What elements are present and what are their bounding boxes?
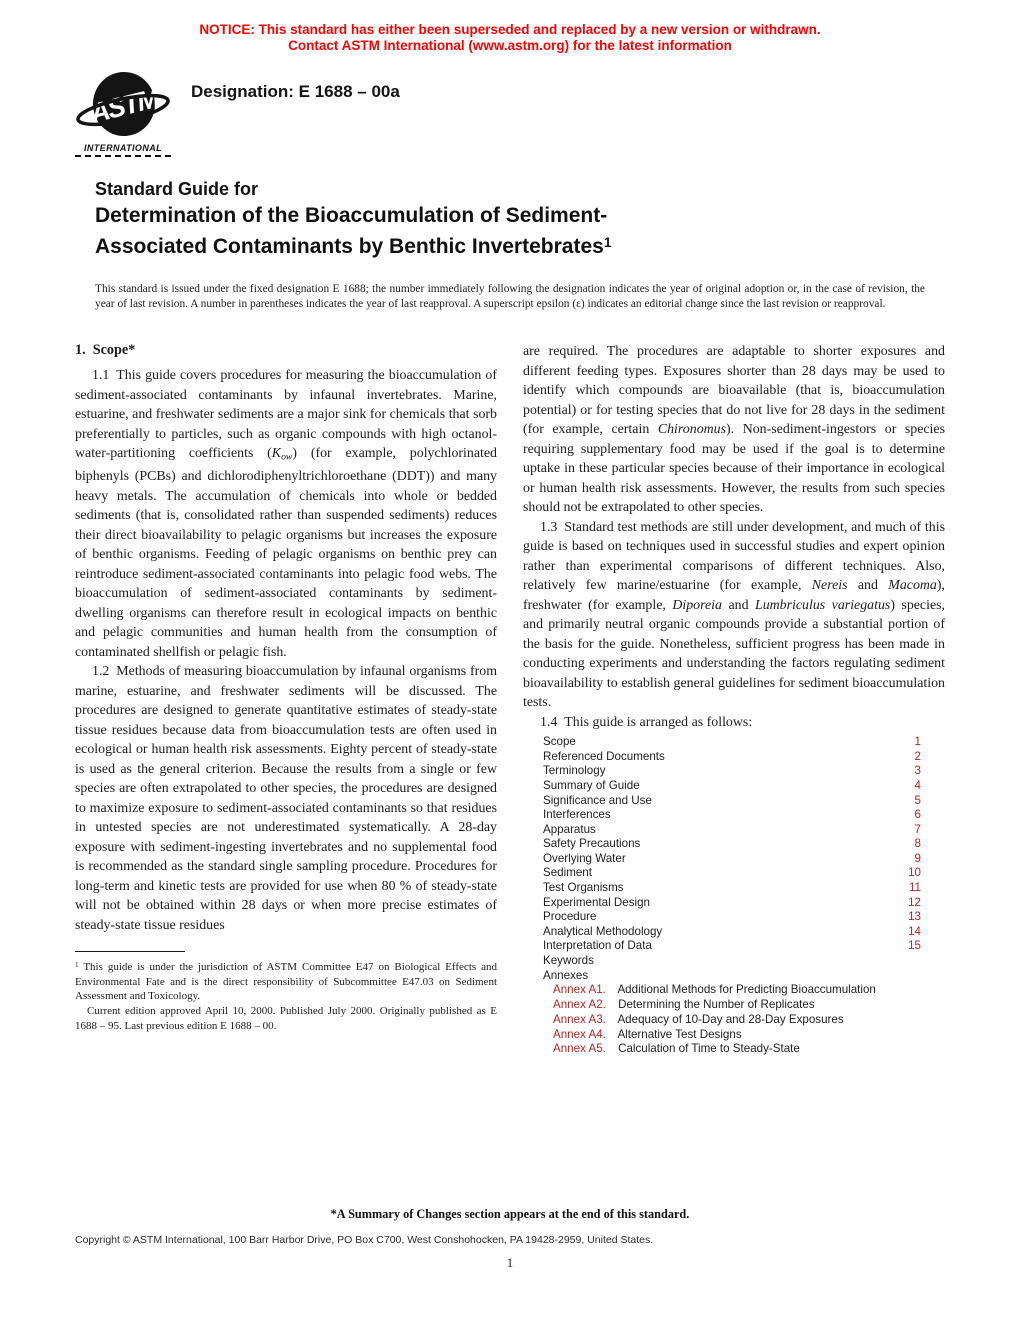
footnote-edition: Current edition approved April 10, 2000. Published July 2000. Originally published as E 1688 – 95. Last previous edition E 1688 – 00. <box>75 1005 497 1032</box>
toc-page-number: 14 <box>908 924 921 938</box>
toc-page-number: 4 <box>914 778 921 792</box>
astm-logo <box>75 70 175 157</box>
annex-row <box>553 1028 945 1043</box>
toc-page-number: 8 <box>914 837 921 851</box>
toc-page-number: 2 <box>914 749 921 763</box>
title-block <box>95 177 925 260</box>
toc-row <box>543 808 921 823</box>
toc-section-label: Overlying Water <box>543 851 626 865</box>
annex-row <box>553 1013 945 1028</box>
toc-section-label: Experimental Design <box>543 895 650 909</box>
left-column <box>75 342 497 1057</box>
toc-page-number: 9 <box>914 851 921 865</box>
toc-page-number: 3 <box>914 764 921 778</box>
section-heading-scope: 1. Scope* <box>75 342 136 359</box>
toc-row <box>543 954 921 969</box>
paragraph-1-3: 1.3 Standard test methods are still under development, and much of this guide is based on techniques used in successful studies and expert opinion rather than experimental comparisons of different techniques. Also, relatively few marine/estuarine (for example, Nereis and Macoma), freshwater (for example, Diporeia and Lumbriculus variegatus) species, and primarily neutral organic compounds provide a substantial portion of the basis for the guide. Nonetheless, sufficient progress has been made in conducting experiments and understanding the factors regulating sediment bioavailability to establish general guidelines for sediment bioaccumulation tests. <box>523 519 945 711</box>
toc-row <box>543 939 921 954</box>
footnote-rule <box>75 951 185 952</box>
toc-row <box>543 969 921 984</box>
annex-label: Annex A3. <box>553 1012 606 1026</box>
toc-page-number: 10 <box>908 866 921 880</box>
toc-page-number: 7 <box>914 822 921 836</box>
title-line-1: Determination of the Bioaccumulation of Sediment- <box>95 204 608 227</box>
annex-title: Calculation of Time to Steady-State <box>618 1042 800 1056</box>
astm-logo-subtitle: INTERNATIONAL <box>75 143 171 157</box>
toc-section-label: Procedure <box>543 910 597 924</box>
toc-row <box>543 779 921 794</box>
title-line-2 <box>95 229 925 260</box>
paragraph-1-2-continued: are required. The procedures are adaptable to shorter exposures and different feeding types. Exposures shorter than 28 days may be used to identify which compounds are bioavailable (that is, bioaccumulation potential) or for testing species that do not live for 28 days in the sediment (for example, certain Chironomus). Non-sediment-ingestors or species requiring supplementary food may be used if the goal is to determine uptake in these particular species because of their importance in ecological or human health risk assessments. However, the results from such species should not be extrapolated to other species. <box>523 344 945 516</box>
toc-row <box>543 852 921 867</box>
designation: Designation: E 1688 – 00a <box>191 82 400 101</box>
title-line-2-text: Associated Contaminants by Benthic Invertebrates <box>95 235 604 259</box>
toc-page-number: 5 <box>914 793 921 807</box>
toc-page-number: 6 <box>914 808 921 822</box>
table-of-contents <box>543 735 945 983</box>
annex-row <box>553 998 945 1013</box>
toc-section-label: Safety Precautions <box>543 837 641 851</box>
title-footnote-ref: 1 <box>603 235 612 250</box>
toc-row <box>543 837 921 852</box>
annex-title: Adequacy of 10-Day and 28-Day Exposures <box>617 1012 844 1026</box>
toc-row <box>543 881 921 896</box>
toc-row <box>543 823 921 838</box>
annex-label: Annex A2. <box>553 998 606 1012</box>
toc-row <box>543 866 921 881</box>
toc-section-label: Referenced Documents <box>543 749 665 763</box>
supersession-notice <box>0 0 1020 54</box>
toc-row <box>543 925 921 940</box>
toc-row <box>543 750 921 765</box>
toc-section-label: Sediment <box>543 866 592 880</box>
toc-section-label: Significance and Use <box>543 793 652 807</box>
annex-title: Alternative Test Designs <box>617 1027 742 1041</box>
toc-row <box>543 794 921 809</box>
toc-section-label: Interferences <box>543 808 611 822</box>
right-column <box>523 342 945 1057</box>
notice-line-2: Contact ASTM International (www.astm.org) for the latest information <box>288 38 732 53</box>
toc-section-label: Interpretation of Data <box>543 939 652 953</box>
copyright-line: Copyright © ASTM International, 100 Barr Harbor Drive, PO Box C700, West Conshohocken, PA 19428-2959, United States. <box>75 1234 654 1246</box>
issuance-note: This standard is issued under the fixed designation E 1688; the number immediately following the designation indicates the year of original adoption or, in the case of revision, the year of last revision. A number in parentheses indicates the year of last reapproval. A superscript epsilon (ε) indicates an editorial change since the last revision or reapproval. <box>95 283 925 311</box>
annex-label: Annex A1. <box>553 983 606 997</box>
annex-title: Determining the Number of Replicates <box>618 998 815 1012</box>
title-kicker: Standard Guide for <box>95 179 259 199</box>
astm-logo-acronym: ASTM <box>87 83 161 129</box>
annex-row <box>553 1042 945 1057</box>
page-number: 1 <box>506 1256 514 1270</box>
astm-logo-icon <box>75 70 171 142</box>
toc-page-number: 12 <box>908 895 921 909</box>
toc-section-label: Summary of Guide <box>543 778 640 792</box>
footnote-jurisdiction: $^1$ This guide is under the jurisdiction of ASTM Committee E47 on Biological Effects and Environmental Fate and is the direct responsibility of Subcommittee E47.03 on Sediment Assessment and Toxicology. <box>75 961 497 1003</box>
annex-row <box>553 983 945 998</box>
annex-list <box>553 983 945 1057</box>
toc-section-label: Scope <box>543 735 576 749</box>
paragraph-1-4: 1.4 This guide is arranged as follows: <box>540 714 753 730</box>
toc-page-number: 11 <box>908 881 921 895</box>
toc-section-label: Test Organisms <box>543 881 624 895</box>
annex-title: Additional Methods for Predicting Bioaccumulation <box>617 983 876 997</box>
annex-label: Annex A4. <box>553 1027 606 1041</box>
toc-row <box>543 764 921 779</box>
toc-row <box>543 735 921 750</box>
toc-page-number: 15 <box>908 939 921 953</box>
header <box>75 70 945 157</box>
toc-section-label: Terminology <box>543 764 606 778</box>
toc-section-label: Annexes <box>543 968 589 982</box>
toc-page-number: 13 <box>908 910 921 924</box>
toc-row <box>543 910 921 925</box>
footnote-block <box>75 951 497 1033</box>
body-columns <box>75 342 945 1057</box>
notice-line-1: NOTICE: This standard has either been superseded and replaced by a new version or withdrawn. <box>199 22 821 37</box>
toc-row <box>543 896 921 911</box>
paragraph-1-2: 1.2 Methods of measuring bioaccumulation by infaunal organisms from marine, estuarine, and freshwater sediments will be discussed. The procedures are designed to generate quantitative estimates of steady-state tissue residues because data from bioaccumulation tests are often used in ecological or human health risk assessments. Eighty percent of steady-state is used as the general criterion. Because the results from a single or few species are often extrapolated to other species, the procedures are designed to maximize exposure to sediment-associated contaminants so that residues in untested species are not underestimated systematically. A 28-day exposure with sediment-ingesting invertebrates and no supplemental food is recommended as the standard single sampling procedure. Procedures for long-term and kinetic tests are provided for use when 80 % of steady-state will not be obtained within 28 days or when more precise estimates of steady-state tissue residues <box>75 664 497 933</box>
toc-section-label: Apparatus <box>543 822 596 836</box>
annex-label: Annex A5. <box>553 1042 606 1056</box>
summary-of-changes-note: *A Summary of Changes section appears at the end of this standard. <box>330 1207 690 1221</box>
toc-page-number: 1 <box>914 735 921 749</box>
toc-section-label: Analytical Methodology <box>543 924 663 938</box>
paragraph-1-1: 1.1 This guide covers procedures for measuring the bioaccumulation of sediment-associated contaminants by infaunal invertebrates. Marine, estuarine, and freshwater sediments are a major sink for chemicals that sorb preferentially to particles, such as organic compounds with high octanol-water-partitioning coefficients $(K_{ow})$ (for example, polychlorinated biphenyls (PCBs) and dichlorodiphenyltrichloroethane (DDT)) and many heavy metals. The accumulation of chemicals into whole or bedded sediments (that is, consolidated rather than suspended sediments) reduces their direct bioavailability to pelagic organisms but increases the exposure of benthic organisms. Feeding of pelagic organisms on benthic prey can reintroduce sediment-associated contaminants into pelagic food webs. The bioaccumulation of sediment-associated contaminants by sediment-dwelling organisms can therefore result in ecological impacts on benthic and pelagic communities and human health from the consumption of contaminated shellfish or pelagic fish. <box>75 368 497 660</box>
toc-section-label: Keywords <box>543 954 594 968</box>
